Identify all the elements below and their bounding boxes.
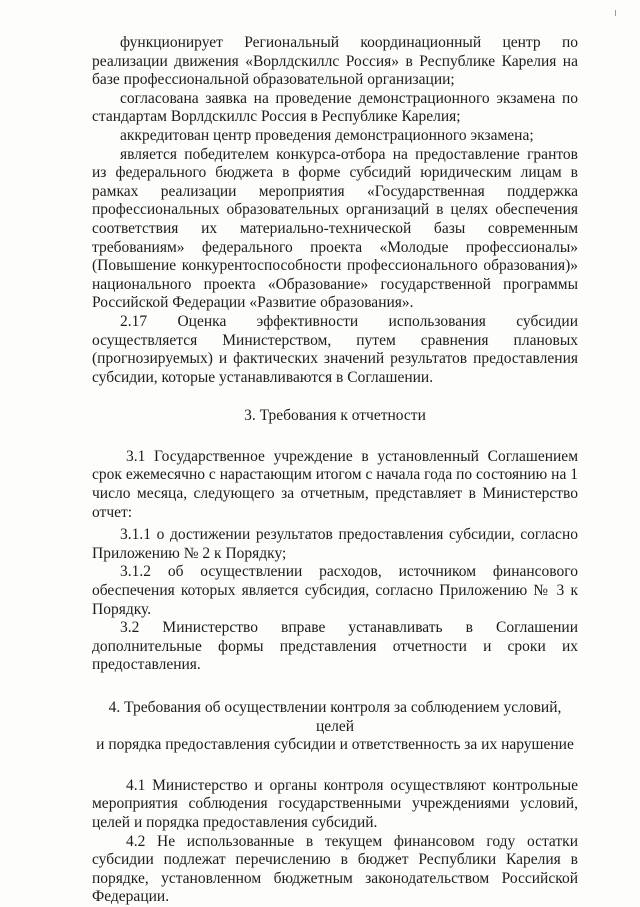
- paragraph-4-1: 4.1 Министерство и органы контроля осуществляют контрольные мероприятия соблюдения государственными учреждениями условий, целей и порядка предоставления субсидий.: [92, 776, 578, 831]
- paragraph-3-1: 3.1 Государственное учреждение в установленный Соглашением срок ежемесячно с нарастающим итогом с начала года по состоянию на 1 число месяца, следующего за отчетным, представляет в Министерство отчет:: [92, 447, 578, 521]
- paragraph-4-2: 4.2 Не использованные в текущем финансовом году остатки субсидии подлежат перечислению в бюджет Республики Карелия в порядке, установленном бюджетным законодательством Российской Федерации.: [92, 832, 578, 906]
- section-3-title: 3. Требования к отчетности: [244, 407, 426, 425]
- paragraph-2-17: 2.17 Оценка эффективности использования субсидии осуществляется Министерством, путем сравнения плановых (прогнозируемых) и фактических значений результатов предоставления субсидии, которые устанавливаются в Соглашении.: [92, 312, 578, 386]
- paragraph-application: согласована заявка на проведение демонстрационного экзамена по стандартам Ворлдскиллс Россия в Республике Карелия;: [92, 89, 578, 126]
- paragraph-rcc: функционирует Региональный координационный центр по реализации движения «Ворлдскиллс Россия» в Республике Карелия на базе профессиональной образовательной организации;: [92, 34, 578, 89]
- section-4-title: [92, 699, 578, 755]
- paragraph-3-1-1: 3.1.1 о достижении результатов предоставления субсидии, согласно Приложению № 2 к Порядку;: [92, 526, 578, 562]
- paragraph-3-1-2: 3.1.2 об осуществлении расходов, источником финансового обеспечения которых является субсидия, согласно Приложению № 3 к Порядку.: [92, 563, 578, 618]
- scan-mark: [615, 10, 616, 16]
- paragraph-3-2: 3.2 Министерство вправе устанавливать в Соглашении дополнительные формы представления отчетности и сроки их предоставления.: [92, 619, 578, 674]
- section-4-title-line-2: и порядка предоставления субсидии и ответственность за их нарушение: [96, 736, 574, 754]
- section-4-title-line-1: 4. Требования об осуществлении контроля за соблюдением условий, целей: [108, 699, 562, 735]
- document-body: [92, 34, 578, 907]
- paragraph-grant-winner: является победителем конкурса-отбора на предоставление грантов из федерального бюджета в форме субсидий юридическим лицам в рамках реализации мероприятия «Государственная поддержка профессиональных образовательных организаций в целях обеспечения соответствия их материально-технической базы современным требованиям» федерального проекта «Молодые профессионалы» (Повышение конкурентоспособности профессионального образования)» национального проекта «Образование» государственной программы Российской Федерации «Развитие образования».: [92, 145, 578, 312]
- paragraph-accreditation: аккредитован центр проведения демонстрационного экзамена;: [120, 126, 534, 144]
